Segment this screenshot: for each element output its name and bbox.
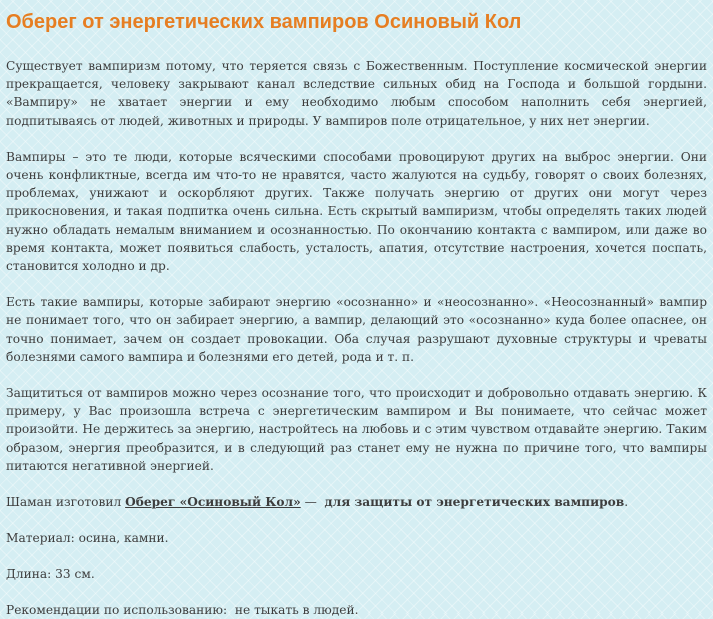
shaman-line xyxy=(6,493,707,511)
recommendations-line: Рекомендации по использованию: не тыкать в людей. xyxy=(6,603,359,618)
shaman-line-suffix: . xyxy=(624,495,629,510)
shaman-line-prefix: Шаман изготовил xyxy=(6,495,126,510)
article-paragraph-1: Существует вампиризм потому, что теряется связь с Божественным. Поступление космической энергии прекращается, человеку закрывают канал вследствие сильных обид на Господа и большой гордыни. «Вампиру» не хватает энергии и ему необходимо любым способом наполнить себя энергией, подпитываясь от людей, животных и природы. У вампиров поле отрицательное, у них нет энергии. xyxy=(6,59,707,128)
shaman-line-dash: — xyxy=(300,495,325,510)
article-title: Оберег от энергетических вампиров Осиновый Кол xyxy=(6,11,522,33)
material-line: Материал: осина, камни. xyxy=(6,531,169,546)
length-line: Длина: 33 см. xyxy=(6,567,95,582)
protection-purpose: для защиты от энергетических вампиров xyxy=(324,495,625,510)
article-paragraph-3: Есть такие вампиры, которые забирают энергию «осознанно» и «неосознанно». «Неосознанный» вампир не понимает того, что он забирает энергию, а вампир, делающий это «осознанно» куда более опаснее, он точно понимает, зачем он создает провокации. Оба случая разрушают духовные структуры и чреваты болезнями самого вампира и болезнями его детей, рода и т. п. xyxy=(6,295,707,364)
amulet-link[interactable]: Оберег «Осиновый Кол» xyxy=(125,495,301,510)
article-paragraph-4: Защититься от вампиров можно через осознание того, что происходит и добровольно отдавать энергию. К примеру, у Вас произошла встреча с энергетическим вампиром и Вы понимаете, что сейчас может произойти. Не держитесь за энергию, настройтесь на любовь и с этим чувством отдавайте энергию. Таким образом, энергия преобразится, и в следующий раз станет ему не нужна по причине того, что вампиры питаются негативной энергией. xyxy=(6,386,707,473)
article-paragraph-2: Вампиры – это те люди, которые всяческими способами провоцируют других на выброс энергии. Они очень конфликтные, всегда им что-то не нравятся, часто жалуются на судьбу, говорят о своих болезнях, проблемах, унижают и оскорбляют других. Также получать энергию от других они могут через прикосновения, и такая подпитка очень сильна. Есть скрытый вампиризм, чтобы определять таких людей нужно обладать немалым вниманием и осознанностью. По окончанию контакта с вампиром, или даже во время контакта, может появиться слабость, усталость, апатия, отсутствие настроения, хочется поспать, становится холодно и др. xyxy=(6,149,707,274)
